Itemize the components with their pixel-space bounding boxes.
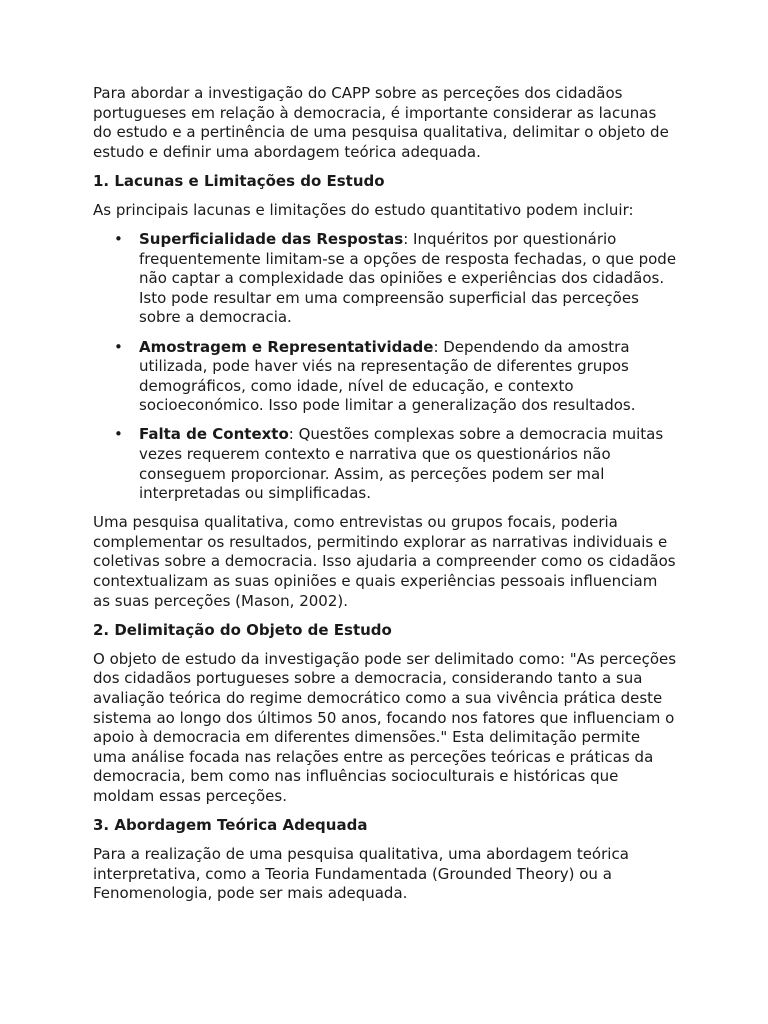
section-3-heading: 3. Abordagem Teórica Adequada: [93, 816, 368, 835]
section-2-body: O objeto de estudo da investigação pode ser delimitado como: "As perceções dos cidadãos portugueses sobre a democracia, considerando tanto a sua avaliação teórica do regime democrático como a sua vivência prática deste sistema ao longo dos últimos 50 anos, focando nos fatores que influenciam o apoio à democracia em diferentes dimensões." Esta delimitação permite uma análise focada nas relações entre as perceções teóricas e práticas da democracia, bem como nas influências socioculturais e históricas que moldam essas perceções.: [93, 649, 677, 805]
list-item-term: Falta de Contexto: [139, 425, 289, 444]
section-1-heading: 1. Lacunas e Limitações do Estudo: [93, 171, 385, 190]
list-item: [93, 425, 678, 503]
list-item: [93, 230, 678, 328]
list-item: [93, 338, 678, 416]
section-1-lead: As principais lacunas e limitações do estudo quantitativo podem incluir:: [93, 200, 634, 219]
bullet-icon: •: [114, 425, 123, 444]
list-item-text: : Questões complexas sobre a democracia muitas vezes requerem contexto e narrativa que os questionários não conseguem proporcionar. Assim, as perceções podem ser mal interpretadas ou simplificadas.: [139, 425, 664, 503]
limitations-list: [93, 230, 678, 504]
section-2-heading: 2. Delimitação do Objeto de Estudo: [93, 620, 392, 639]
list-item-text: : Dependendo da amostra utilizada, pode haver viés na representação de diferentes grupos demográficos, como idade, nível de educação, e contexto socioeconómico. Isso pode limitar a generalização dos resultados.: [139, 337, 636, 415]
intro-paragraph: Para abordar a investigação do CAPP sobre as perceções dos cidadãos portugueses em relação à democracia, é importante considerar as lacunas do estudo e a pertinência de uma pesquisa qualitativa, delimitar o objeto de estudo e definir uma abordagem teórica adequada.: [93, 84, 669, 161]
list-item-text: : Inquéritos por questionário frequentemente limitam-se a opções de resposta fechadas, o que pode não captar a complexidade das opiniões e experiências dos cidadãos. Isto pode resultar em uma compreensão superficial das perceções sobre a democracia.: [139, 230, 677, 327]
section-3-body: Para a realização de uma pesquisa qualitativa, uma abordagem teórica interpretativa, como a Teoria Fundamentada (Grounded Theory) ou a Fenomenologia, pode ser mais adequada.: [93, 845, 629, 903]
bullet-icon: •: [114, 230, 123, 249]
list-item-term: Superficialidade das Respostas: [139, 230, 404, 249]
section-1-closing: Uma pesquisa qualitativa, como entrevistas ou grupos focais, poderia complementar os resultados, permitindo explorar as narrativas individuais e coletivas sobre a democracia. Isso ajudaria a compreender como os cidadãos contextualizam as suas opiniões e quais experiências pessoais influenciam as suas perceções (Mason, 2002).: [93, 513, 676, 610]
bullet-icon: •: [114, 337, 123, 356]
list-item-term: Amostragem e Representatividade: [139, 337, 434, 356]
